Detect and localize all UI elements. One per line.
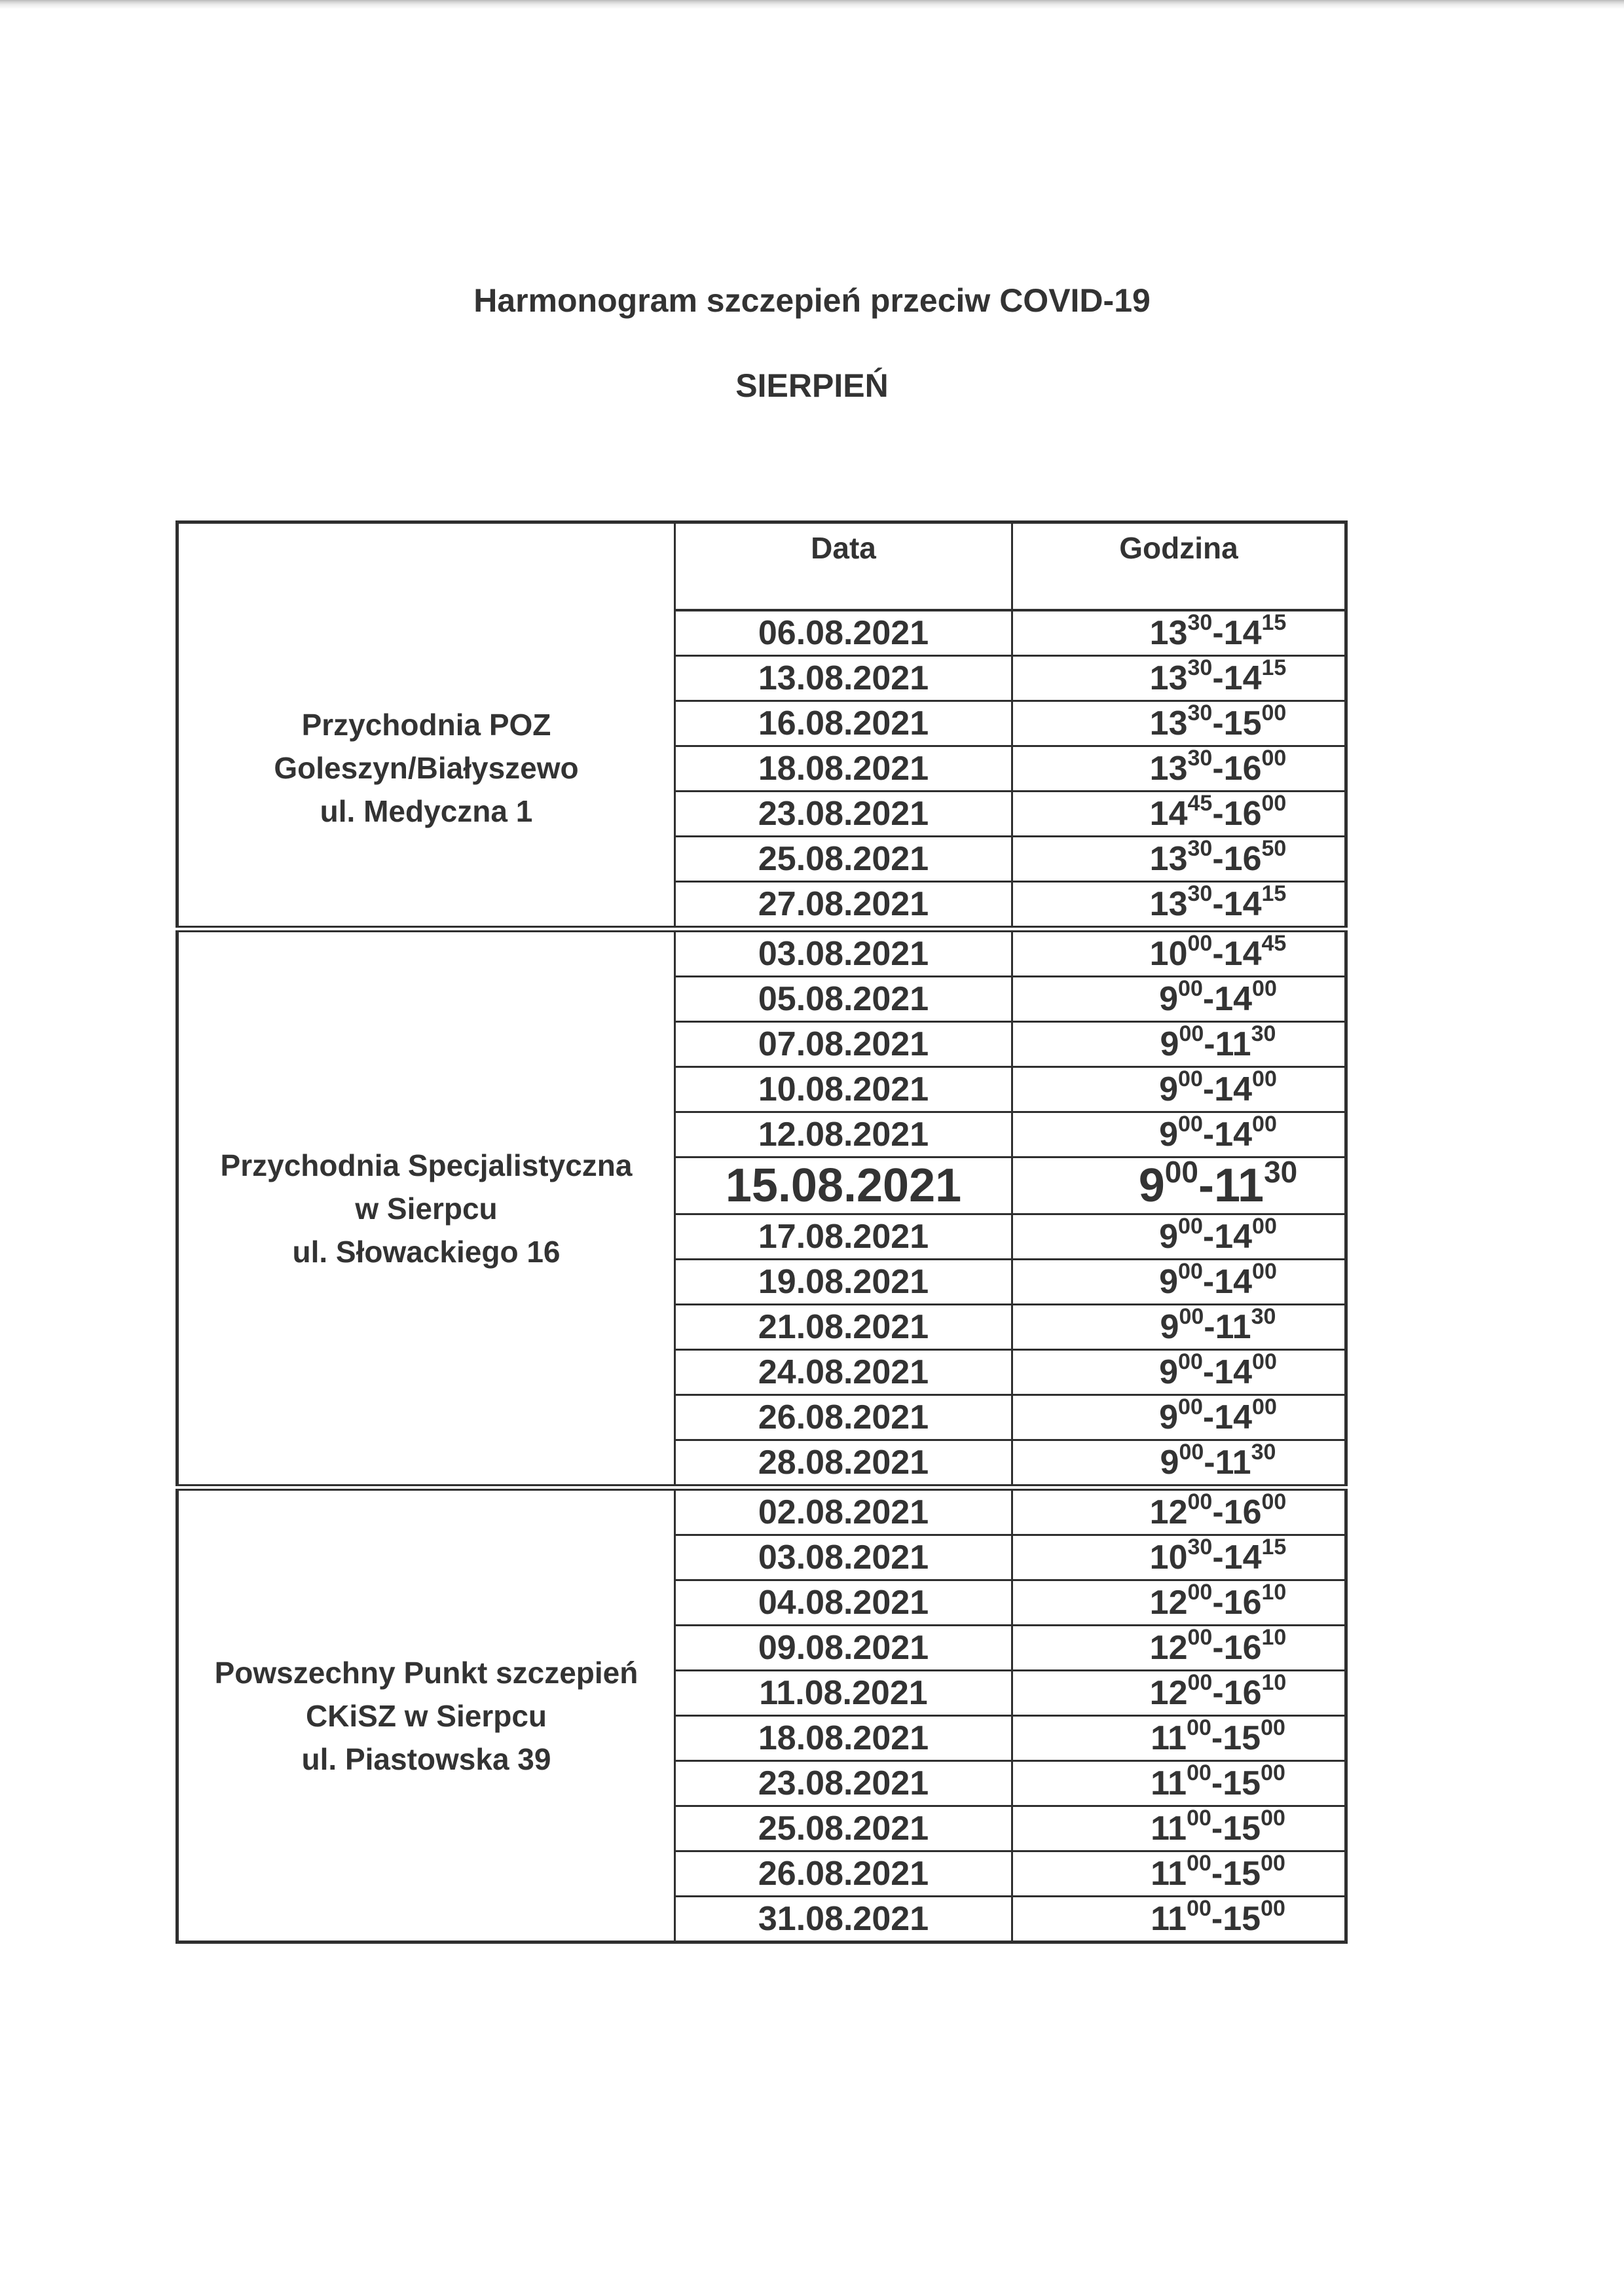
- end-minutes: 45: [1261, 930, 1287, 956]
- time-separator: -: [1202, 1353, 1215, 1391]
- time-cell: [1012, 929, 1346, 977]
- time-cell: [1012, 1157, 1346, 1214]
- time-cell: [1012, 656, 1346, 701]
- end-minutes: 00: [1252, 1258, 1277, 1284]
- end-minutes: 00: [1252, 1111, 1277, 1137]
- table-row: [177, 610, 1346, 656]
- time-cell: [1012, 1395, 1346, 1440]
- date-cell: 16.08.2021: [675, 701, 1012, 746]
- end-minutes: 00: [1252, 1213, 1277, 1239]
- schedule-body: [177, 610, 1346, 1942]
- date-cell: 18.08.2021: [675, 746, 1012, 792]
- end-hour: 15: [1223, 1855, 1261, 1893]
- time-cell: [1012, 882, 1346, 930]
- start-minutes: 00: [1178, 1258, 1203, 1284]
- start-minutes: 00: [1187, 1850, 1211, 1876]
- time-cell: [1012, 701, 1346, 746]
- start-minutes: 00: [1178, 1066, 1203, 1091]
- end-minutes: 00: [1261, 700, 1287, 725]
- start-hour: 9: [1138, 1159, 1165, 1212]
- location-line: ul. Medyczna 1: [320, 794, 533, 828]
- end-minutes: 00: [1261, 745, 1287, 771]
- date-cell: 25.08.2021: [675, 1806, 1012, 1851]
- location-line: CKiSZ w Sierpcu: [305, 1698, 547, 1733]
- time-separator: -: [1198, 1159, 1214, 1212]
- date-cell: 04.08.2021: [675, 1580, 1012, 1626]
- time-cell: [1012, 1535, 1346, 1580]
- end-minutes: 10: [1261, 1624, 1287, 1650]
- end-minutes: 10: [1261, 1669, 1287, 1695]
- end-hour: 14: [1214, 1398, 1253, 1436]
- start-minutes: 30: [1187, 700, 1213, 725]
- start-hour: 11: [1151, 1855, 1187, 1893]
- end-minutes: 50: [1261, 835, 1287, 861]
- date-cell: 26.08.2021: [675, 1395, 1012, 1440]
- date-cell: 09.08.2021: [675, 1626, 1012, 1671]
- start-hour: 12: [1149, 1584, 1188, 1622]
- end-minutes: 00: [1252, 1349, 1277, 1374]
- time-separator: -: [1204, 1025, 1215, 1063]
- time-separator: -: [1211, 1764, 1223, 1802]
- start-minutes: 00: [1179, 1021, 1204, 1046]
- table-header-row: [177, 522, 1346, 611]
- start-hour: 11: [1151, 1810, 1187, 1848]
- time-separator: -: [1212, 614, 1224, 652]
- date-cell: 26.08.2021: [675, 1851, 1012, 1897]
- end-minutes: 00: [1261, 1760, 1285, 1785]
- header-location: [177, 522, 675, 611]
- date-cell: 23.08.2021: [675, 1761, 1012, 1806]
- scan-edge-shadow: [0, 0, 1624, 9]
- time-cell: [1012, 1580, 1346, 1626]
- date-cell: 28.08.2021: [675, 1440, 1012, 1488]
- end-minutes: 00: [1261, 1489, 1287, 1514]
- end-hour: 14: [1214, 1218, 1253, 1256]
- document-title: Harmonogram szczepień przeciw COVID-19: [473, 282, 1151, 319]
- time-separator: -: [1202, 980, 1215, 1018]
- date-cell: 19.08.2021: [675, 1260, 1012, 1305]
- end-hour: 15: [1223, 1810, 1261, 1848]
- location-line: ul. Słowackiego 16: [292, 1234, 561, 1269]
- date-cell: 18.08.2021: [675, 1716, 1012, 1761]
- time-cell: [1012, 1214, 1346, 1260]
- start-minutes: 30: [1187, 610, 1213, 635]
- time-cell: [1012, 792, 1346, 837]
- date-cell: 15.08.2021: [675, 1157, 1012, 1214]
- start-hour: 13: [1149, 614, 1188, 652]
- document-subtitle: SIERPIEŃ: [735, 367, 889, 404]
- date-cell: 21.08.2021: [675, 1305, 1012, 1350]
- end-minutes: 30: [1264, 1155, 1298, 1189]
- date-cell: 25.08.2021: [675, 837, 1012, 882]
- time-separator: -: [1211, 1810, 1223, 1848]
- start-hour: 12: [1149, 1493, 1188, 1531]
- start-hour: 9: [1159, 980, 1179, 1018]
- time-separator: -: [1212, 795, 1224, 833]
- start-minutes: 30: [1187, 835, 1213, 861]
- end-hour: 14: [1223, 935, 1262, 973]
- end-minutes: 00: [1252, 1394, 1277, 1419]
- start-hour: 12: [1149, 1629, 1188, 1667]
- time-separator: -: [1202, 1398, 1215, 1436]
- start-hour: 9: [1159, 1263, 1179, 1301]
- location-line: Powszechny Punkt szczepień: [214, 1655, 638, 1690]
- start-hour: 9: [1160, 1025, 1179, 1063]
- start-minutes: 00: [1187, 930, 1213, 956]
- time-separator: -: [1202, 1070, 1215, 1108]
- start-hour: 10: [1149, 935, 1188, 973]
- time-separator: -: [1212, 1584, 1224, 1622]
- end-minutes: 30: [1251, 1439, 1276, 1465]
- header-date: Data: [675, 522, 1012, 611]
- end-hour: 14: [1223, 614, 1262, 652]
- date-cell: 31.08.2021: [675, 1897, 1012, 1942]
- start-hour: 13: [1149, 659, 1188, 697]
- start-minutes: 30: [1187, 655, 1213, 680]
- time-separator: -: [1202, 1263, 1215, 1301]
- table-row: [177, 929, 1346, 977]
- start-minutes: 00: [1179, 1303, 1204, 1329]
- time-separator: -: [1212, 704, 1224, 742]
- end-hour: 14: [1214, 1116, 1253, 1154]
- date-cell: 03.08.2021: [675, 1535, 1012, 1580]
- start-hour: 9: [1160, 1444, 1179, 1482]
- time-cell: [1012, 1487, 1346, 1535]
- time-separator: -: [1212, 840, 1224, 878]
- start-minutes: 00: [1187, 1579, 1213, 1605]
- time-separator: -: [1211, 1855, 1223, 1893]
- time-separator: -: [1212, 1493, 1224, 1531]
- date-cell: 13.08.2021: [675, 656, 1012, 701]
- start-minutes: 00: [1187, 1895, 1211, 1921]
- start-hour: 13: [1149, 885, 1188, 923]
- header-time: Godzina: [1012, 522, 1346, 611]
- time-separator: -: [1212, 659, 1224, 697]
- end-hour: 11: [1215, 1025, 1251, 1063]
- start-hour: 9: [1159, 1218, 1179, 1256]
- time-separator: -: [1204, 1308, 1215, 1346]
- start-hour: 12: [1149, 1674, 1188, 1712]
- time-cell: [1012, 746, 1346, 792]
- time-cell: [1012, 1716, 1346, 1761]
- start-hour: 9: [1160, 1308, 1179, 1346]
- date-cell: 24.08.2021: [675, 1350, 1012, 1395]
- start-hour: 9: [1159, 1116, 1179, 1154]
- end-hour: 14: [1223, 885, 1262, 923]
- start-minutes: 00: [1187, 1489, 1213, 1514]
- start-hour: 9: [1159, 1398, 1179, 1436]
- end-minutes: 30: [1251, 1021, 1276, 1046]
- end-hour: 16: [1223, 1493, 1262, 1531]
- time-separator: -: [1211, 1719, 1223, 1757]
- end-hour: 14: [1214, 1263, 1253, 1301]
- start-minutes: 30: [1187, 1534, 1213, 1559]
- time-separator: -: [1212, 935, 1224, 973]
- end-minutes: 00: [1261, 1850, 1285, 1876]
- time-cell: [1012, 1626, 1346, 1671]
- end-hour: 14: [1214, 1070, 1253, 1108]
- start-minutes: 00: [1178, 1213, 1203, 1239]
- end-hour: 14: [1223, 1539, 1262, 1576]
- table-row: [177, 1487, 1346, 1535]
- time-separator: -: [1204, 1444, 1215, 1482]
- end-minutes: 15: [1261, 655, 1287, 680]
- end-minutes: 00: [1261, 1895, 1285, 1921]
- end-hour: 16: [1223, 1584, 1262, 1622]
- start-minutes: 30: [1187, 881, 1213, 906]
- end-minutes: 15: [1261, 610, 1287, 635]
- time-separator: -: [1212, 1539, 1224, 1576]
- date-cell: 27.08.2021: [675, 882, 1012, 930]
- start-minutes: 00: [1164, 1155, 1198, 1189]
- time-cell: [1012, 1067, 1346, 1112]
- time-cell: [1012, 1851, 1346, 1897]
- start-minutes: 00: [1187, 1715, 1211, 1740]
- end-minutes: 00: [1261, 1715, 1285, 1740]
- time-cell: [1012, 1806, 1346, 1851]
- end-minutes: 00: [1252, 1066, 1277, 1091]
- time-separator: -: [1202, 1116, 1215, 1154]
- end-minutes: 00: [1261, 1805, 1285, 1831]
- end-hour: 16: [1223, 840, 1262, 878]
- end-minutes: 15: [1261, 1534, 1287, 1559]
- end-hour: 15: [1223, 1900, 1261, 1938]
- start-minutes: 00: [1178, 975, 1203, 1001]
- date-cell: 07.08.2021: [675, 1022, 1012, 1067]
- location-cell: [177, 610, 675, 929]
- time-cell: [1012, 1761, 1346, 1806]
- location-cell: [177, 929, 675, 1487]
- end-hour: 15: [1223, 1764, 1261, 1802]
- vaccination-schedule-table: [175, 520, 1348, 1944]
- start-minutes: 00: [1187, 1669, 1213, 1695]
- end-minutes: 30: [1251, 1303, 1276, 1329]
- time-separator: -: [1212, 1674, 1224, 1712]
- start-minutes: 00: [1178, 1394, 1203, 1419]
- start-minutes: 00: [1187, 1760, 1211, 1785]
- time-separator: -: [1212, 750, 1224, 788]
- start-hour: 11: [1151, 1719, 1187, 1757]
- end-hour: 11: [1213, 1159, 1264, 1212]
- location-line: Przychodnia Specjalistyczna: [220, 1148, 633, 1182]
- end-minutes: 00: [1261, 790, 1287, 816]
- start-hour: 11: [1151, 1900, 1187, 1938]
- date-cell: 12.08.2021: [675, 1112, 1012, 1157]
- end-hour: 16: [1223, 750, 1262, 788]
- time-separator: -: [1212, 1629, 1224, 1667]
- end-hour: 16: [1223, 1674, 1262, 1712]
- start-hour: 10: [1149, 1539, 1188, 1576]
- start-hour: 13: [1149, 704, 1188, 742]
- date-cell: 10.08.2021: [675, 1067, 1012, 1112]
- time-cell: [1012, 1112, 1346, 1157]
- end-minutes: 10: [1261, 1579, 1287, 1605]
- location-line: Przychodnia POZ: [301, 708, 551, 742]
- end-minutes: 00: [1252, 975, 1277, 1001]
- time-cell: [1012, 1260, 1346, 1305]
- date-cell: 23.08.2021: [675, 792, 1012, 837]
- end-hour: 16: [1223, 1629, 1262, 1667]
- end-hour: 16: [1223, 795, 1262, 833]
- location-cell: [177, 1487, 675, 1942]
- time-cell: [1012, 837, 1346, 882]
- start-hour: 13: [1149, 750, 1188, 788]
- time-cell: [1012, 1350, 1346, 1395]
- start-hour: 11: [1151, 1764, 1187, 1802]
- date-cell: 03.08.2021: [675, 929, 1012, 977]
- time-separator: -: [1211, 1900, 1223, 1938]
- location-line: Goleszyn/Białyszewo: [274, 751, 579, 785]
- date-cell: 17.08.2021: [675, 1214, 1012, 1260]
- end-hour: 15: [1223, 704, 1262, 742]
- time-cell: [1012, 610, 1346, 656]
- location-line: ul. Piastowska 39: [301, 1741, 551, 1776]
- start-minutes: 45: [1187, 790, 1213, 816]
- time-cell: [1012, 1022, 1346, 1067]
- end-minutes: 15: [1261, 881, 1287, 906]
- time-separator: -: [1202, 1218, 1215, 1256]
- time-separator: -: [1212, 885, 1224, 923]
- start-minutes: 00: [1178, 1111, 1203, 1137]
- end-hour: 14: [1214, 1353, 1253, 1391]
- start-minutes: 00: [1179, 1439, 1204, 1465]
- location-line: w Sierpcu: [355, 1191, 498, 1226]
- time-cell: [1012, 977, 1346, 1022]
- start-hour: 9: [1159, 1070, 1179, 1108]
- start-hour: 9: [1159, 1353, 1179, 1391]
- date-cell: 11.08.2021: [675, 1671, 1012, 1716]
- time-cell: [1012, 1671, 1346, 1716]
- start-hour: 14: [1149, 795, 1188, 833]
- date-cell: 02.08.2021: [675, 1487, 1012, 1535]
- end-hour: 15: [1223, 1719, 1261, 1757]
- start-minutes: 00: [1187, 1805, 1211, 1831]
- end-hour: 14: [1214, 980, 1253, 1018]
- time-cell: [1012, 1305, 1346, 1350]
- start-minutes: 00: [1187, 1624, 1213, 1650]
- start-minutes: 00: [1178, 1349, 1203, 1374]
- end-hour: 14: [1223, 659, 1262, 697]
- time-cell: [1012, 1440, 1346, 1488]
- start-minutes: 30: [1187, 745, 1213, 771]
- end-hour: 11: [1215, 1444, 1251, 1482]
- end-hour: 11: [1215, 1308, 1251, 1346]
- time-cell: [1012, 1897, 1346, 1942]
- date-cell: 05.08.2021: [675, 977, 1012, 1022]
- date-cell: 06.08.2021: [675, 610, 1012, 656]
- start-hour: 13: [1149, 840, 1188, 878]
